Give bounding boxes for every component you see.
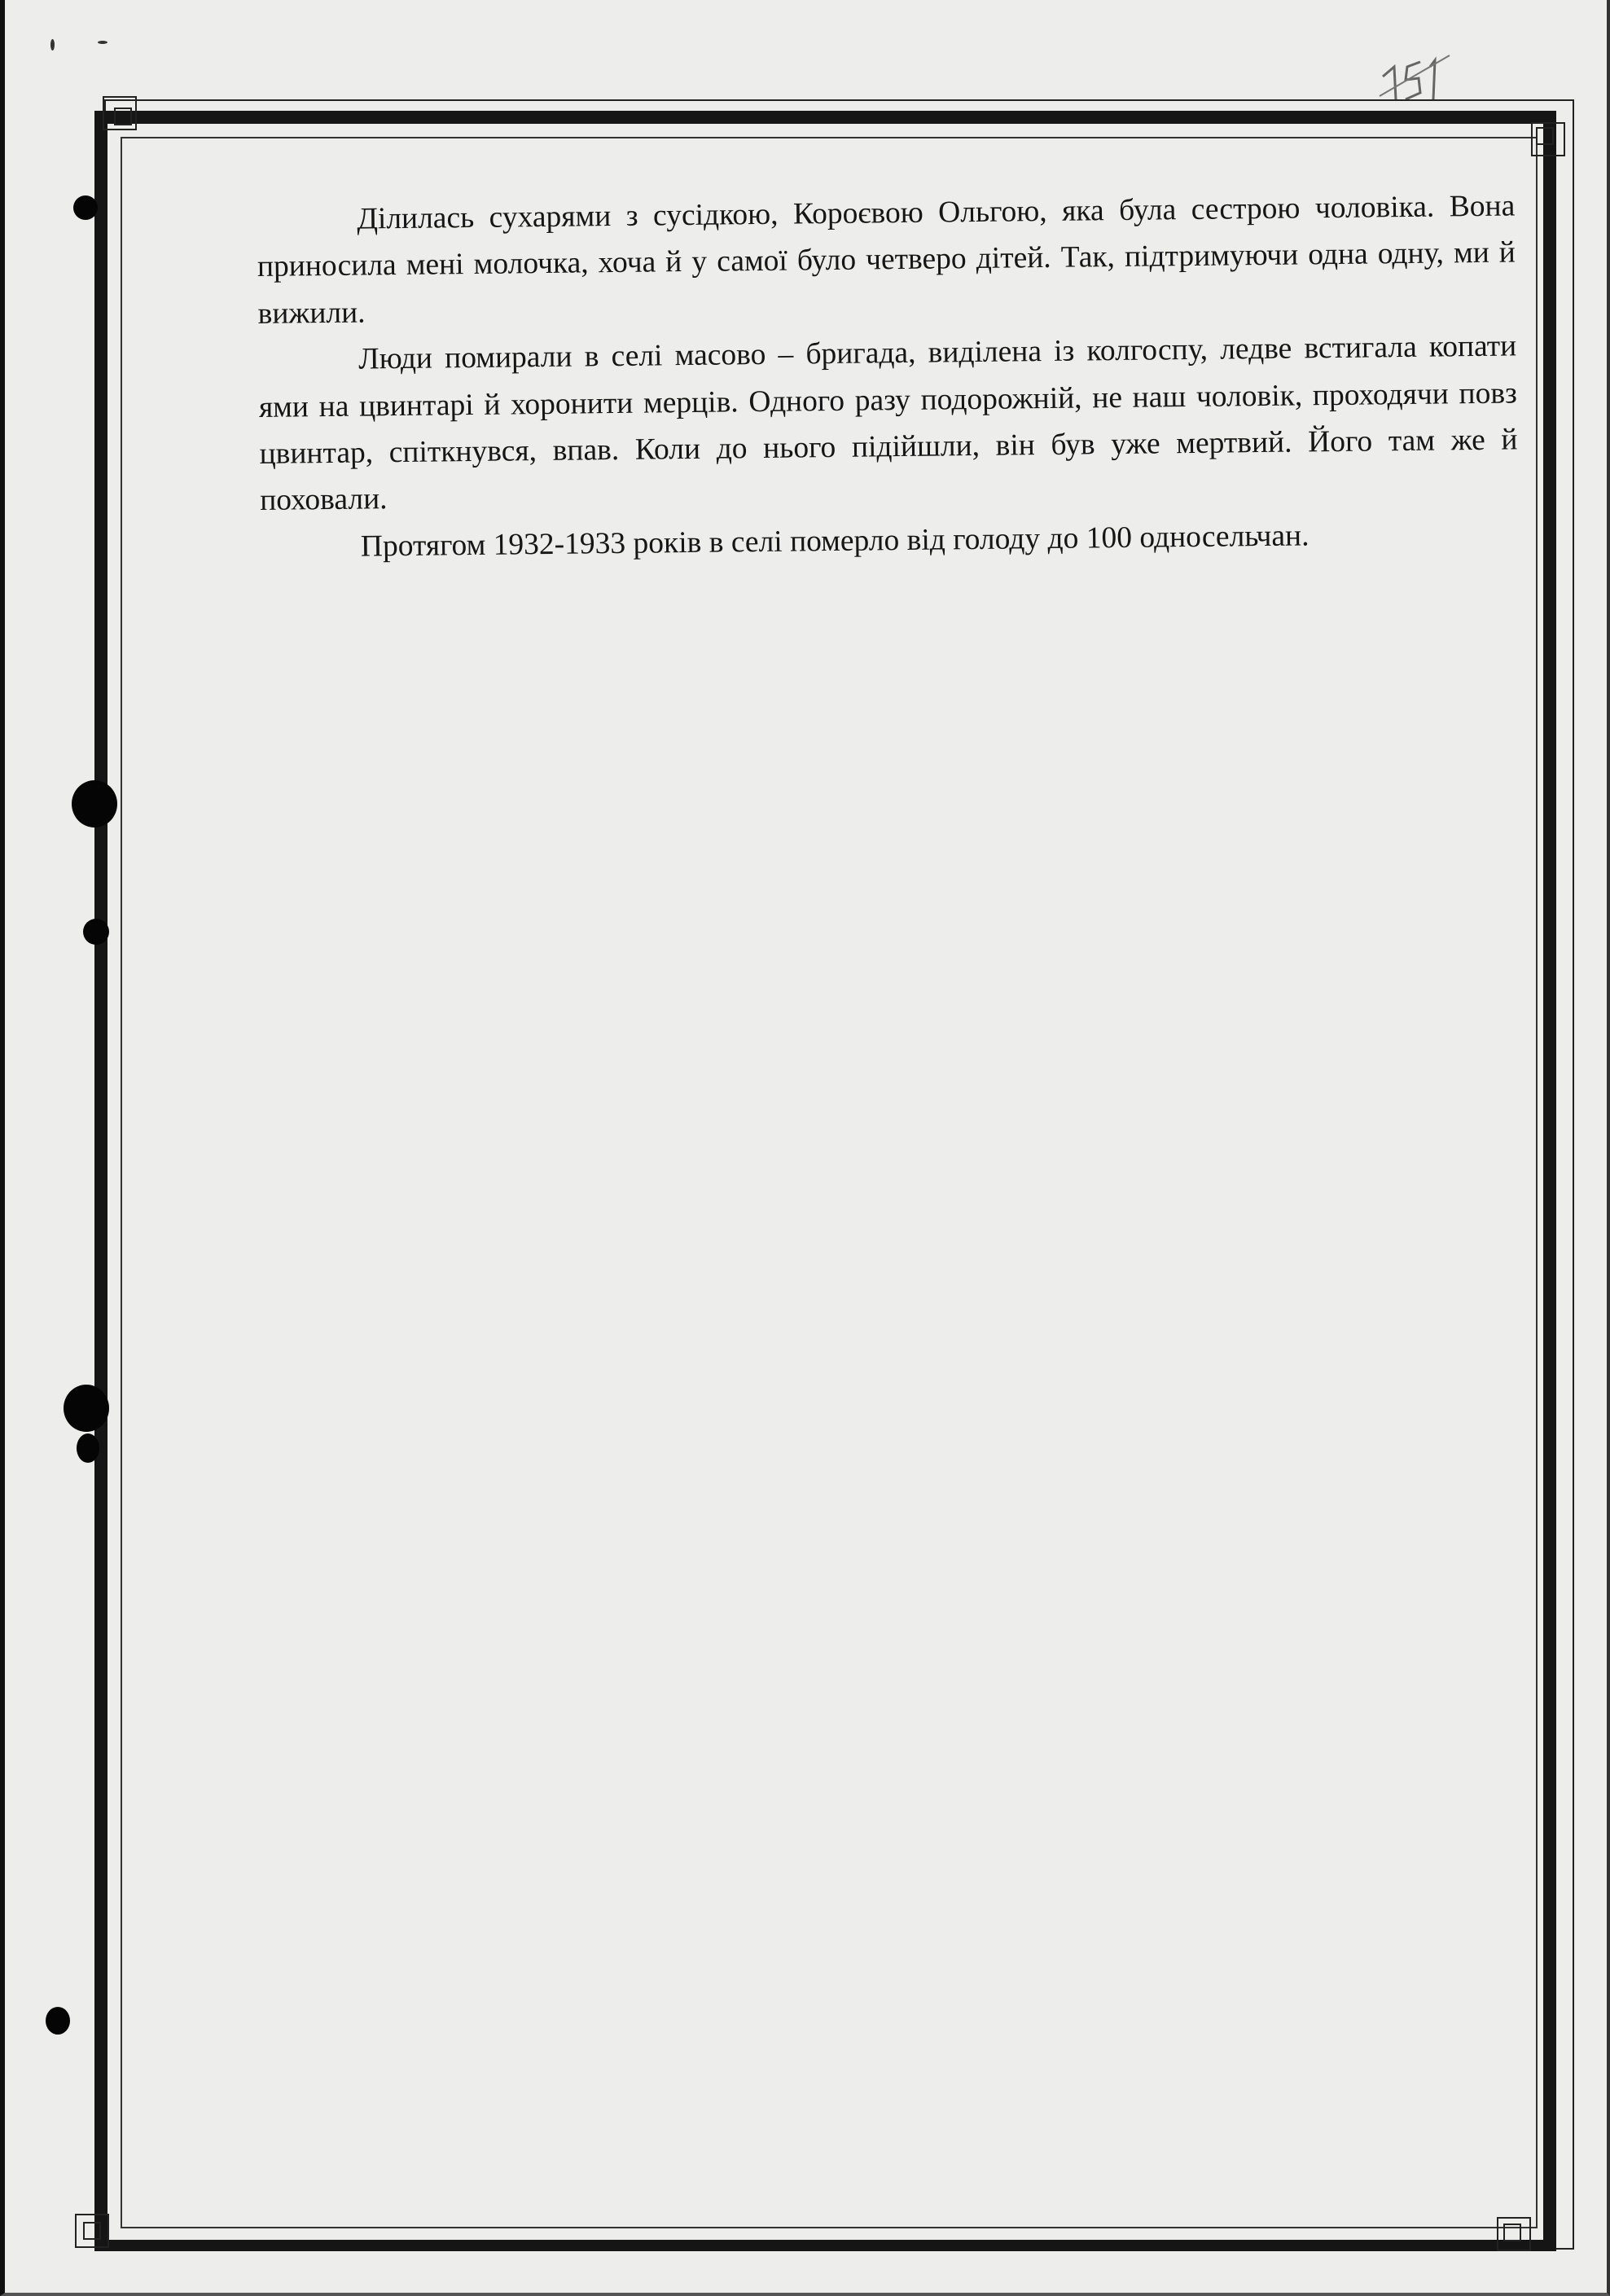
frame-corner-ornament (1497, 2217, 1531, 2251)
punch-hole (73, 195, 98, 220)
handwritten-page-number (1376, 42, 1474, 108)
punch-hole (46, 2007, 70, 2035)
paragraph: Ділилась сухарями з сусідкою, Короєвою Ольгою, яка була сестрою чоловіка. Вона приносила мені молочка, хоча й у самої було четверо дітей. Так, підтримуючи одна одну, ми й вижили. (257, 189, 1516, 331)
punch-hole (83, 919, 109, 945)
punch-hole (64, 1385, 109, 1432)
frame-corner-ornament (75, 2214, 109, 2248)
paragraph: Протягом 1932-1933 років в селі померло від голоду до 100 односельчан. (360, 518, 1309, 564)
scan-speck (98, 41, 107, 44)
document-body (257, 182, 1519, 570)
punch-hole (72, 780, 117, 828)
paragraph: Люди помирали в селі масово – бригада, виділена із колгоспу, ледве встигала копати ями на цвинтарі й хоронити мерців. Одного разу подорожній, не наш чоловік, проходячи повз цвинтар, спіткнувся, впав. Коли до нього підійшли, він був уже мертвий. Його там же й поховали. (258, 329, 1518, 518)
punch-hole (77, 1433, 99, 1463)
scan-speck (50, 39, 55, 50)
frame-corner-ornament (103, 96, 137, 130)
frame-corner-ornament (1531, 122, 1565, 156)
